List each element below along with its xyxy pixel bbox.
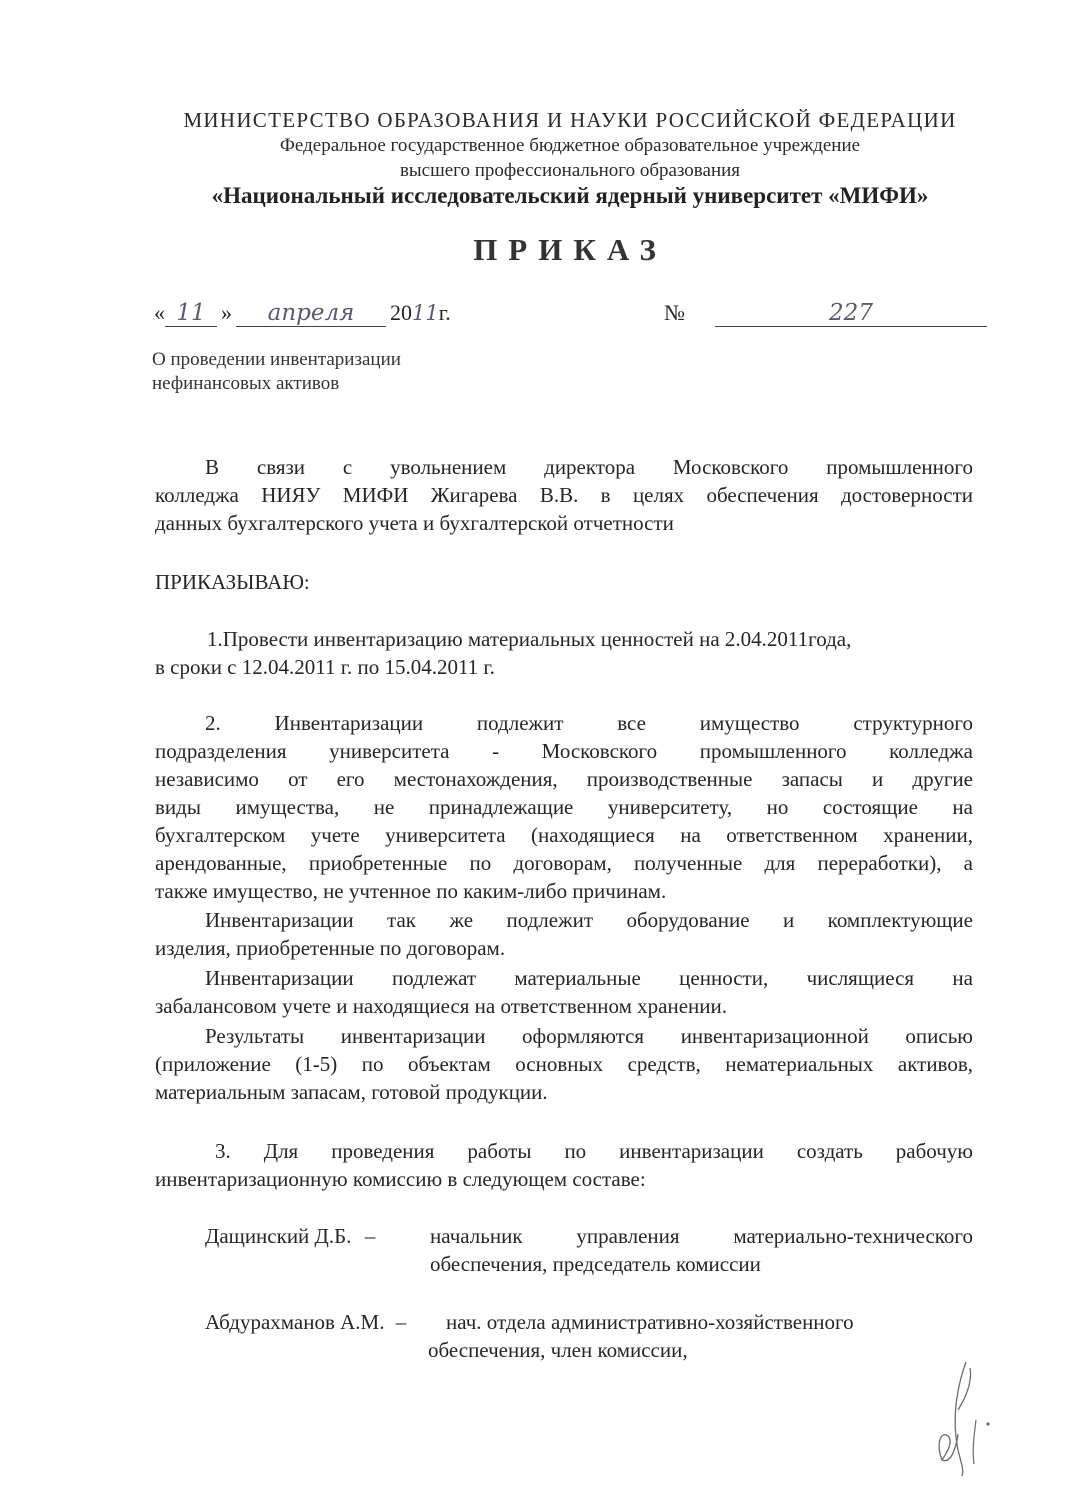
university-name: «Национальный исследовательский ядерный университет «МИФИ»	[211, 183, 929, 208]
item2-line-8: Инвентаризации так же подлежит оборудование и комплектующие	[205, 908, 973, 932]
item2-line-12: Результаты инвентаризации оформляются инвентаризационной описью	[205, 1024, 973, 1048]
directive: ПРИКАЗЫВАЮ:	[155, 570, 310, 594]
document-title: ПРИКАЗ	[473, 232, 667, 267]
member-2-dash: –	[395, 1310, 407, 1334]
member-2-role-line-2: обеспечения, член комиссии,	[428, 1338, 688, 1362]
order-date	[154, 300, 451, 327]
preamble-line-2: колледжа НИЯУ МИФИ Жигарева В.В. в целях обеспечения достоверности	[155, 483, 973, 507]
item2-line-13: (приложение (1-5) по объектам основных средств, нематериальных активов,	[155, 1052, 973, 1076]
item3-line-1: 3. Для проведения работы по инвентаризации создать рабочую	[215, 1139, 973, 1163]
date-year-suffix: 11	[412, 301, 439, 325]
member-1-dash: –	[364, 1224, 376, 1248]
preamble-line-3: данных бухгалтерского учета и бухгалтерской отчетности	[155, 511, 674, 535]
member-2	[205, 1310, 412, 1335]
date-open-quote: «	[154, 300, 165, 325]
subject-line-2: нефинансовых активов	[152, 373, 340, 394]
item2-line-1: 2. Инвентаризации подлежит все имущество структурного	[205, 711, 973, 735]
member-1-name: Дащинский Д.Б.	[205, 1224, 352, 1248]
order-number	[664, 300, 987, 327]
member-1-role-line-1: начальник управления материально-технического	[430, 1224, 973, 1248]
item2-line-9: изделия, приобретенные по договорам.	[155, 936, 506, 960]
number-label: №	[664, 300, 685, 325]
item2-line-3: независимо от его местонахождения, производственные запасы и другие	[155, 767, 973, 791]
date-year-prefix: 20	[390, 300, 412, 325]
item2-line-5: бухгалтерском учете университета (находящиеся на ответственном хранении,	[155, 823, 973, 847]
number-value: 227	[715, 300, 987, 327]
member-2-role-line-1: нач. отдела административно-хозяйственного	[446, 1310, 854, 1334]
item1-line-1: 1.Провести инвентаризацию материальных ценностей на 2.04.2011года,	[207, 627, 852, 651]
item2-line-14: материальным запасам, готовой продукции.	[155, 1080, 548, 1104]
subject-line-1: О проведении инвентаризации	[152, 349, 401, 370]
item1-line-2: в сроки с 12.04.2011 г. по 15.04.2011 г.	[155, 655, 495, 679]
date-close-quote: »	[221, 300, 232, 325]
ministry-header: МИНИСТЕРСТВО ОБРАЗОВАНИЯ И НАУКИ РОССИЙСКОЙ ФЕДЕРАЦИИ	[183, 108, 957, 132]
date-year-end: г.	[438, 300, 451, 325]
item2-line-2: подразделения университета - Московского промышленного колледжа	[155, 739, 973, 763]
member-1-role-line-2: обеспечения, председатель комиссии	[430, 1252, 761, 1276]
item2-line-10: Инвентаризации подлежат материальные ценности, числящиеся на	[205, 966, 973, 990]
institution-line-2: высшего профессионального образования	[399, 160, 741, 181]
item3-line-2: инвентаризационную комиссию в следующем составе:	[155, 1167, 646, 1191]
date-day: 11	[165, 300, 217, 327]
handwritten-initials	[912, 1350, 1002, 1480]
date-month: апреля	[236, 300, 386, 327]
member-1	[205, 1224, 383, 1249]
item2-line-7: также имущество, не учтенное по каким-либо причинам.	[155, 879, 667, 903]
item2-line-4: виды имущества, не принадлежащие университету, но состоящие на	[155, 795, 973, 819]
institution-line-1: Федеральное государственное бюджетное образовательное учреждение	[279, 135, 861, 156]
item2-line-11: забалансовом учете и находящиеся на ответственном хранении.	[155, 994, 728, 1018]
preamble-line-1: В связи с увольнением директора Московского промышленного	[205, 455, 973, 479]
member-2-name: Абдурахманов А.М.	[205, 1310, 385, 1334]
item2-line-6: арендованные, приобретенные по договорам, полученные для переработки), а	[155, 851, 973, 875]
